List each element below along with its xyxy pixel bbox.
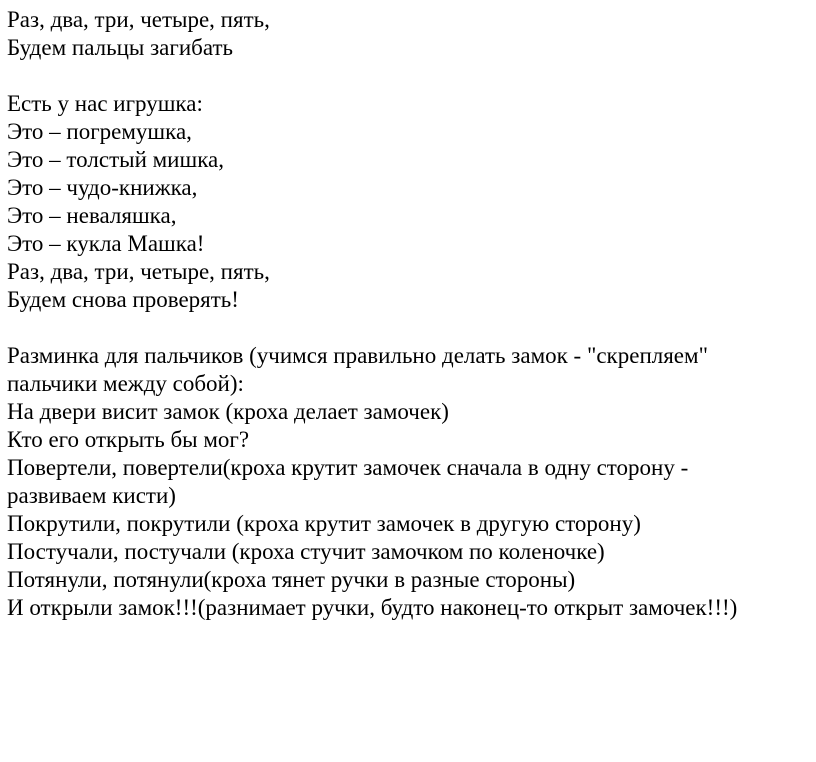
text-line: пальчики между собой): <box>7 371 244 396</box>
stanza-counting-intro <box>7 6 812 62</box>
stanza-toys-rhyme <box>7 90 812 314</box>
text-line: Это – кукла Машка! <box>7 231 205 256</box>
text-line: Разминка для пальчиков (учимся правильно делать замок - "скрепляем" <box>7 343 708 368</box>
document-page <box>7 6 812 622</box>
text-line: На двери висит замок (кроха делает замочек) <box>7 399 449 424</box>
text-line: Это – чудо-книжка, <box>7 175 198 200</box>
text-line: Будем снова проверять! <box>7 287 239 312</box>
text-line: Кто его открыть бы мог? <box>7 427 250 452</box>
text-line: Раз, два, три, четыре, пять, <box>7 259 270 284</box>
text-line: Это – погремушка, <box>7 119 192 144</box>
stanza-finger-warmup <box>7 342 812 622</box>
text-line: Это – неваляшка, <box>7 203 177 228</box>
text-line: Повертели, повертели(кроха крутит замочек сначала в одну сторону - <box>7 455 689 480</box>
text-line: Будем пальцы загибать <box>7 35 233 60</box>
text-line: Раз, два, три, четыре, пять, <box>7 7 270 32</box>
text-line: Это – толстый мишка, <box>7 147 224 172</box>
text-line: Потянули, потянули(кроха тянет ручки в разные стороны) <box>7 567 576 592</box>
text-line: Покрутили, покрутили (кроха крутит замочек в другую сторону) <box>7 511 641 536</box>
text-line: развиваем кисти) <box>7 483 176 508</box>
text-line: Постучали, постучали (кроха стучит замочком по коленочке) <box>7 539 605 564</box>
text-line: Есть у нас игрушка: <box>7 91 203 116</box>
text-line: И открыли замок!!!(разнимает ручки, будто наконец-то открыт замочек!!!) <box>7 595 738 620</box>
